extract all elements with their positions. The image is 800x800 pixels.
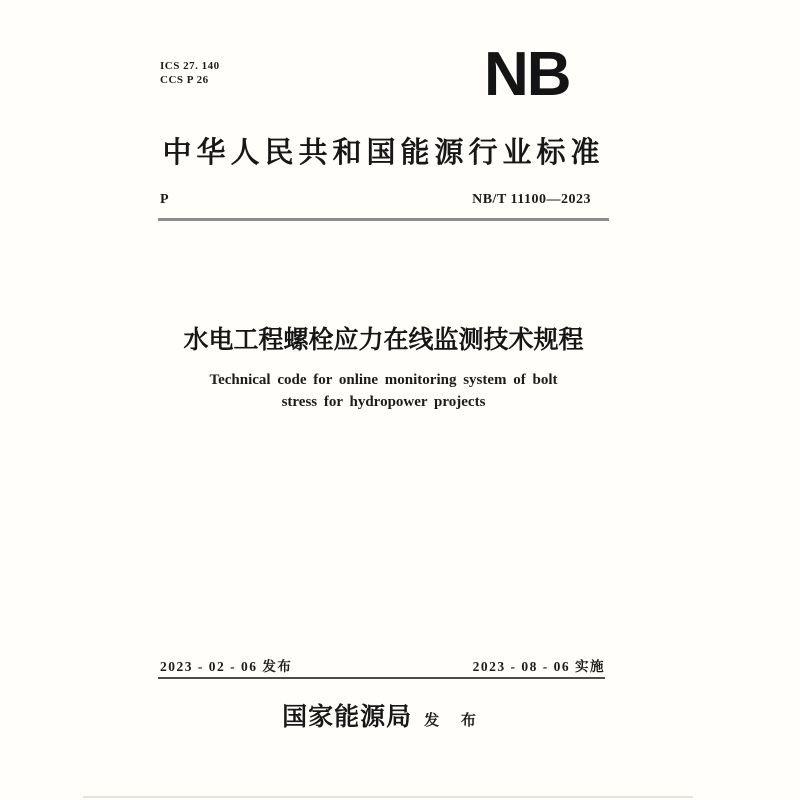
doc-class-letter: P	[160, 192, 169, 207]
publisher-name: 国家能源局	[282, 704, 413, 731]
header-rule	[158, 218, 609, 221]
standard-category-title: 中华人民共和国能源行业标准	[162, 137, 605, 169]
title-english-line2: stress for hydropower projects	[281, 394, 486, 410]
publisher-row	[158, 697, 609, 733]
page-bottom-edge	[83, 796, 693, 798]
ics-code: ICS 27. 140	[160, 60, 220, 72]
title-english	[158, 369, 609, 413]
standard-number: NB/T 11100—2023	[472, 192, 591, 207]
footer-rule	[158, 677, 605, 679]
title-english-line1: Technical code for online monitoring system of bolt	[209, 372, 558, 388]
classification-codes	[160, 60, 220, 87]
ccs-code: CCS P 26	[160, 73, 209, 86]
publish-label: 发 布	[424, 713, 485, 729]
implementation-date: 2023 - 08 - 06 实施	[472, 659, 605, 674]
issue-date: 2023 - 02 - 06 发布	[160, 659, 293, 674]
nb-logo: NB	[484, 40, 570, 109]
title-chinese: 水电工程螺栓应力在线监测技术规程	[183, 326, 584, 354]
